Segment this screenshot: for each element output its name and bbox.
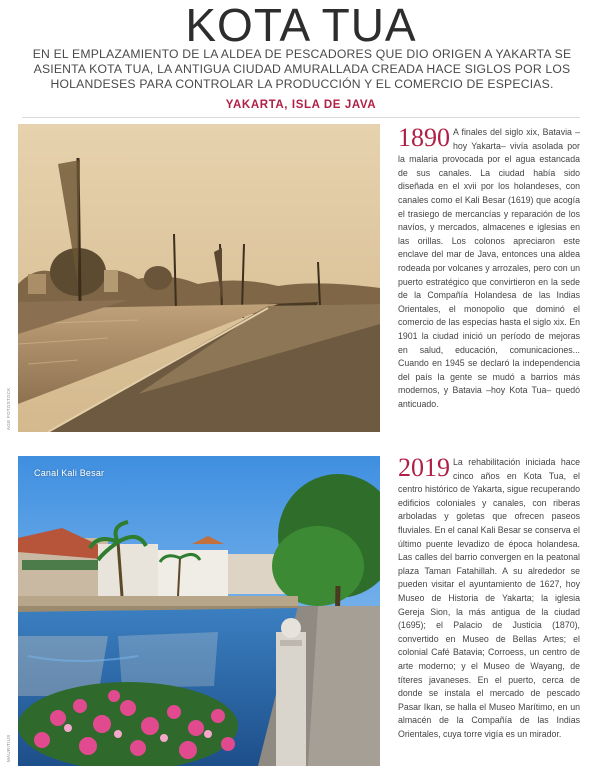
year-1890: 1890 xyxy=(398,123,450,152)
header-divider xyxy=(22,117,580,118)
page-title: KOTA TUA xyxy=(185,0,417,51)
modern-canal-photo xyxy=(18,456,380,766)
modern-photo-caption: Canal Kali Besar xyxy=(34,468,105,478)
intro-text: EN EL EMPLAZAMIENTO DE LA ALDEA DE PESCADORES QUE DIO ORIGEN A YAKARTA SE ASIENTA KOTA TUA, LA ANTIGUA CIUDAD AMURALLADA CREADA HACE SIGLOS POR LOS HOLANDESES PARA CONTROLAR LA PRODUCCIÓN Y EL COMERCIO DE ESPECIAS. xyxy=(32,47,572,91)
location-label: YAKARTA, ISLA DE JAVA xyxy=(225,99,377,111)
modern-photo-credit: MAURITIUS xyxy=(6,734,11,762)
section-1890-text: A finales del siglo xix, Batavia –hoy Yakarta– vivía asolada por la malaria provocada por el agua estancada de sus canales. La ciudad había sido diseñada en el xvii por los holandeses, con canales como el Kali Besar (1619) que acogía el trasiego de mercancías y reparación de los navíos, y mercados, almacenes e iglesias en las orillas. Los colonos apreciaron este enclave del mar de Java, entonces una aldea rodeada por volcanes y arrozales, pero con un puerto estratégico que convirtieron en la sede de la Compañía Holandesa de las Indias Orientales, el monopolio que dominó el comercio de las especias hasta el siglo xix. En 1901 la ciudad inició un período de mejoras en salud, educación, comunicaciones... Cuando en 1945 se declaró la independencia del país la gente se mudó a barrios más modernos, y Batavia –hoy Kota Tua– quedó anticuado. xyxy=(398,127,580,409)
historic-photo-credit: AGE FOTOSTOCK xyxy=(6,387,11,430)
historic-canal-photo xyxy=(18,124,380,432)
modern-photo-illustration xyxy=(18,456,380,766)
section-2019-text: La rehabilitación iniciada hace cinco años en Kota Tua, el centro histórico de Yakarta, sigue recuperando edificios coloniales y canales, con riberas arboladas y goletas que ofrecen paseos fluviales. En el canal Kali Besar se conserva el último puente levadizo de época holandesa. Las calles del barrio convergen en la peatonal plaza Taman Fatahillah. A su alrededor se pueden visitar el ayuntamiento de 1627, hoy Museo de Historia de Yakarta; la iglesia Gereja Sion, la más antigua de la ciudad (1695); el Palacio de Justicia (1870), convertido en Museo de Bellas Artes; el colonial Café Batavia; Corroess, un centro de arte moderno; y el Museo de Wayang, de títeres javaneses. En el puerto, cerca de donde se instala el mercado de pescado Pasar Ikan, se halla el Museo Marítimo, en un almacén de la Compañía de las Indias Orientales, cuya torre vigía es un mirador. xyxy=(398,457,580,739)
section-2019 xyxy=(398,453,580,741)
year-2019: 2019 xyxy=(398,453,450,482)
historic-photo-illustration xyxy=(18,124,380,432)
section-1890 xyxy=(398,123,580,411)
